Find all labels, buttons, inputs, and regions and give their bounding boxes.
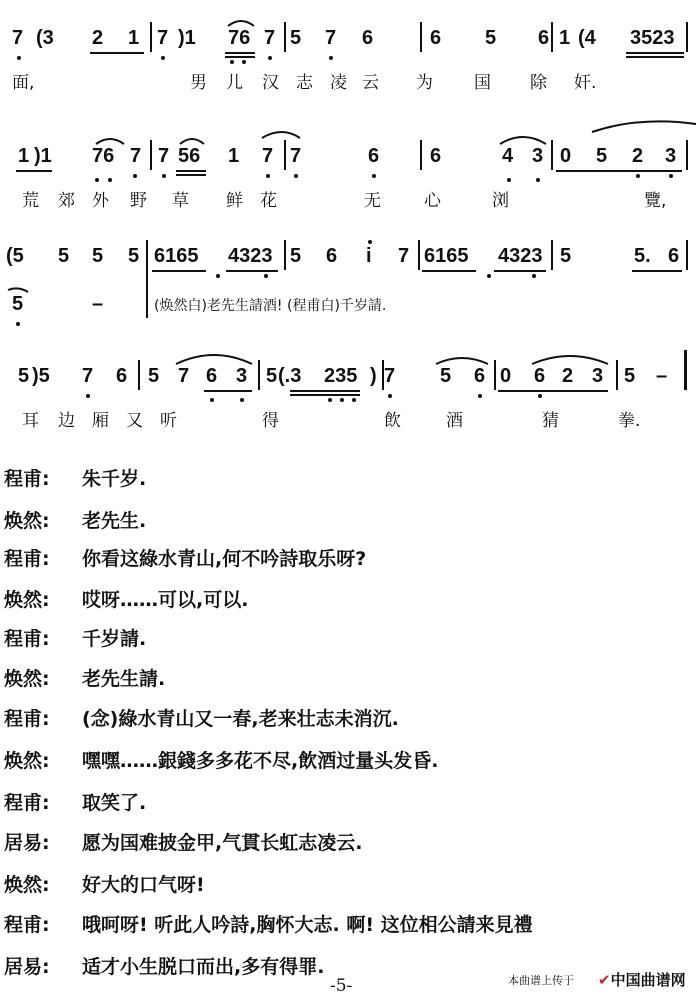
lyric: 云 bbox=[362, 73, 379, 93]
lyric: 荒 bbox=[22, 191, 39, 211]
dialogue-text: 你看这綠水青山,何不吟詩取乐呀? bbox=[82, 548, 367, 570]
note: 7 bbox=[264, 27, 276, 49]
score-system-4 bbox=[0, 346, 700, 438]
dialogue-line bbox=[0, 912, 700, 940]
note: 3 bbox=[532, 145, 544, 167]
note: 5 bbox=[440, 365, 452, 387]
note: – bbox=[656, 365, 668, 387]
speaker-name: 程甫: bbox=[4, 792, 50, 814]
lyric: 野 bbox=[130, 191, 147, 211]
lyric: 除 bbox=[530, 73, 547, 93]
note: (4 bbox=[578, 27, 596, 49]
dialogue-line bbox=[0, 872, 700, 900]
note: 4 bbox=[502, 145, 514, 167]
page-number: -5- bbox=[330, 976, 353, 996]
lyric: 草 bbox=[172, 191, 189, 211]
note: 5 bbox=[485, 27, 497, 49]
note: 1 bbox=[228, 145, 240, 167]
note: 5 bbox=[18, 365, 30, 387]
dialogue-line bbox=[0, 790, 700, 818]
lyric: 国 bbox=[474, 73, 491, 93]
speaker-name: 程甫: bbox=[4, 628, 50, 650]
speaker-name: 程甫: bbox=[4, 708, 50, 730]
speaker-name: 焕然: bbox=[4, 750, 50, 772]
note: 6 bbox=[474, 365, 486, 387]
note: 3 bbox=[665, 145, 677, 167]
lyric: 心 bbox=[424, 191, 441, 211]
note: 5 bbox=[290, 27, 302, 49]
note: 3 bbox=[592, 365, 604, 387]
note: 6165 bbox=[154, 245, 199, 267]
site-name: 中国曲谱网 bbox=[610, 971, 686, 989]
note: (3 bbox=[36, 27, 54, 49]
dialogue-text: 好大的口气呀! bbox=[82, 874, 205, 896]
note: 7 bbox=[398, 245, 410, 267]
note: 6 bbox=[326, 245, 338, 267]
note: 1 bbox=[128, 27, 140, 49]
dialogue-text: 老先生. bbox=[82, 510, 147, 532]
note: 5 bbox=[92, 245, 104, 267]
note: 235 bbox=[324, 365, 358, 387]
note: 7 bbox=[82, 365, 94, 387]
dialogue-line bbox=[0, 508, 700, 536]
note: 7 bbox=[178, 365, 190, 387]
upload-note: 本曲谱上传于 bbox=[508, 974, 574, 987]
dialogue-text: 适才小生脱口而出,多有得罪. bbox=[82, 956, 325, 978]
speaker-name: 居易: bbox=[4, 832, 50, 854]
note: 3 bbox=[236, 365, 248, 387]
note: 6 bbox=[362, 27, 374, 49]
score-system-2 bbox=[0, 118, 700, 218]
lyric-row-1 bbox=[0, 14, 700, 104]
dialogue-line bbox=[0, 546, 700, 574]
note: 0 bbox=[500, 365, 512, 387]
dialogue-text: 哎呀……可以,可以. bbox=[82, 589, 249, 611]
note: ) bbox=[370, 365, 377, 387]
speaker-name: 焕然: bbox=[4, 589, 50, 611]
lyric: 鲜 bbox=[226, 191, 243, 211]
lyric: 男 bbox=[190, 73, 207, 93]
dialogue-text: 愿为国难披金甲,气貫长虹志凌云. bbox=[82, 832, 363, 854]
lyric: 面, bbox=[12, 73, 35, 93]
note: 7 bbox=[157, 27, 169, 49]
note: 5 bbox=[560, 245, 572, 267]
speaker-name: 程甫: bbox=[4, 468, 50, 490]
dialogue-text: 哦呵呀! 听此人吟詩,胸怀大志. 啊! 这位相公請来見禮 bbox=[82, 914, 533, 936]
note: 56 bbox=[178, 145, 201, 167]
lyric: 奸. bbox=[574, 73, 597, 93]
note: 2 bbox=[562, 365, 574, 387]
note: 3523 bbox=[630, 27, 675, 49]
dialogue-line bbox=[0, 587, 700, 615]
note: 6 bbox=[534, 365, 546, 387]
dialogue-line bbox=[0, 748, 700, 776]
note: 7 bbox=[12, 27, 24, 49]
lyric: 猜 bbox=[542, 411, 559, 431]
note: 1 bbox=[18, 145, 30, 167]
note: 7 bbox=[130, 145, 142, 167]
speaker-name: 居易: bbox=[4, 956, 50, 978]
lyric: 酒 bbox=[446, 411, 463, 431]
dialogue-line bbox=[0, 830, 700, 858]
lyric: 汉 bbox=[262, 73, 279, 93]
lyric: 飲 bbox=[384, 411, 401, 431]
note: )1 bbox=[34, 145, 52, 167]
dialogue-text: 取笑了. bbox=[82, 792, 147, 814]
note: 0 bbox=[560, 145, 572, 167]
lyric: 覽, bbox=[644, 191, 667, 211]
lyric: 儿 bbox=[226, 73, 243, 93]
dialogue-line bbox=[0, 626, 700, 654]
lyric: 边 bbox=[58, 411, 75, 431]
note: 76 bbox=[228, 27, 251, 49]
note: 1 bbox=[559, 27, 571, 49]
note: 7 bbox=[262, 145, 274, 167]
note: 6 bbox=[668, 245, 680, 267]
lyric: 拳. bbox=[618, 411, 641, 431]
note: )5 bbox=[32, 365, 50, 387]
note: 7 bbox=[325, 27, 337, 49]
note: 2 bbox=[632, 145, 644, 167]
note: 7 bbox=[290, 145, 302, 167]
lyric: 无 bbox=[364, 191, 381, 211]
score-system-1 bbox=[0, 14, 700, 104]
note: 6 bbox=[206, 365, 218, 387]
note: i bbox=[366, 245, 372, 267]
note: 5 bbox=[624, 365, 636, 387]
dialogue-line bbox=[0, 466, 700, 494]
dialogue-text: 朱千岁. bbox=[82, 468, 147, 490]
note: 5 bbox=[148, 365, 160, 387]
lyric: 浏 bbox=[492, 191, 509, 211]
score-system-3 bbox=[0, 236, 700, 340]
note: 5 bbox=[128, 245, 140, 267]
site-logo[interactable] bbox=[598, 969, 686, 990]
speaker-name: 焕然: bbox=[4, 668, 50, 690]
note: 5. bbox=[634, 245, 651, 267]
note: 7 bbox=[158, 145, 170, 167]
dialogue-text: 嘿嘿……銀錢多多花不尽,飲酒过量头发昏. bbox=[82, 750, 439, 772]
logo-mark-icon: ✔ bbox=[598, 971, 611, 989]
note: 6 bbox=[430, 27, 442, 49]
note: 5 bbox=[290, 245, 302, 267]
note: 4323 bbox=[498, 245, 543, 267]
lyric: 耳 bbox=[22, 411, 39, 431]
dialogue-line bbox=[0, 666, 700, 694]
lyric: 外 bbox=[92, 191, 109, 211]
note: (.3 bbox=[278, 365, 302, 387]
lyric: 得 bbox=[262, 411, 279, 431]
lyric: 又 bbox=[126, 411, 143, 431]
lyric: 郊 bbox=[58, 191, 75, 211]
lyric: 为 bbox=[416, 73, 433, 93]
lyric: 听 bbox=[160, 411, 177, 431]
dialogue-line bbox=[0, 706, 700, 734]
lyric: 凌 bbox=[330, 73, 347, 93]
speaker-name: 程甫: bbox=[4, 548, 50, 570]
note: 5 bbox=[266, 365, 278, 387]
note: 5 bbox=[12, 293, 24, 315]
lyric: 厢 bbox=[92, 411, 109, 431]
note: )1 bbox=[178, 27, 196, 49]
note: 6 bbox=[538, 27, 550, 49]
note: 4323 bbox=[228, 245, 273, 267]
dialogue-text: (念)綠水青山又一春,老来壮志未消沉. bbox=[82, 708, 399, 730]
note: 6165 bbox=[424, 245, 469, 267]
note: 2 bbox=[92, 27, 104, 49]
speaker-name: 程甫: bbox=[4, 914, 50, 936]
lyric-row-2 bbox=[0, 118, 700, 218]
lyric: 志 bbox=[296, 73, 313, 93]
note: 76 bbox=[92, 145, 115, 167]
speaker-name: 焕然: bbox=[4, 874, 50, 896]
note: 6 bbox=[368, 145, 380, 167]
note: 6 bbox=[430, 145, 442, 167]
note: 5 bbox=[58, 245, 70, 267]
note: – bbox=[92, 293, 104, 315]
dialogue-text: 千岁請. bbox=[82, 628, 147, 650]
lyric: 花 bbox=[260, 191, 277, 211]
note: 7 bbox=[384, 365, 396, 387]
spoken-row-3 bbox=[0, 236, 700, 340]
spoken-interjection: (焕然白)老先生請酒! (程甫白)千岁請. bbox=[154, 298, 387, 314]
dialogue-text: 老先生請. bbox=[82, 668, 166, 690]
note: (5 bbox=[6, 245, 24, 267]
lyric-row-4 bbox=[0, 346, 700, 438]
note: 5 bbox=[596, 145, 608, 167]
speaker-name: 焕然: bbox=[4, 510, 50, 532]
note: 6 bbox=[116, 365, 128, 387]
